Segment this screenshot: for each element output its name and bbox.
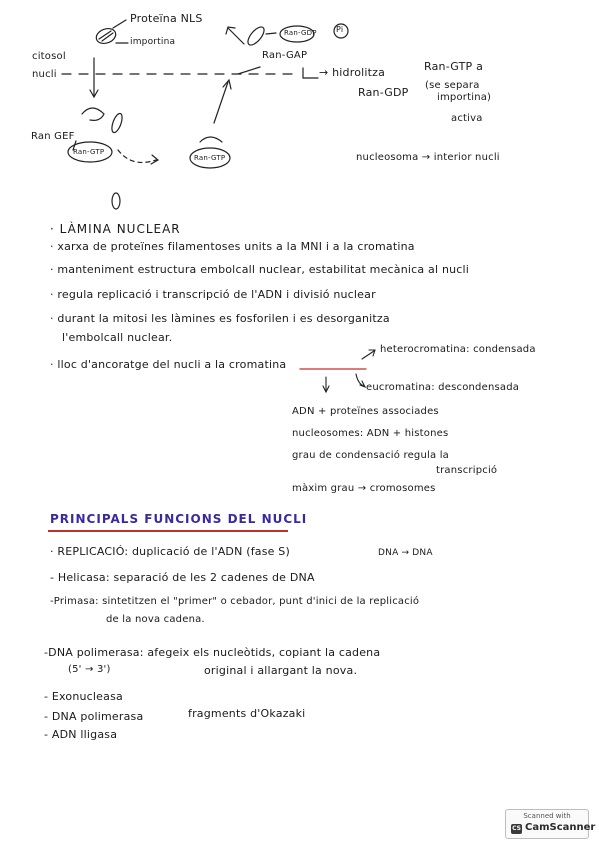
- dna-polimerasa-direction: (5' → 3'): [68, 664, 111, 675]
- camscanner-name: CamScanner: [525, 822, 596, 833]
- funcions-heading: PRINCIPALS FUNCIONS DEL NUCLI: [50, 512, 308, 526]
- pi-label: Pi: [336, 25, 344, 34]
- scanned-with-text: Scanned with: [523, 812, 571, 820]
- replicacio-line: · REPLICACIÓ: duplicació de l'ADN (fase S): [50, 545, 290, 558]
- nucli-label: nucli: [32, 69, 57, 80]
- importina-label: importina: [130, 37, 176, 47]
- chromatin-line-3a: grau de condensació regula la: [292, 450, 450, 461]
- chromatin-line-1: ADN + proteïnes associades: [292, 406, 439, 417]
- nucleosoma-label: nucleosoma → interior nucli: [356, 152, 500, 163]
- ran-gef-label: Ran GEF: [31, 131, 75, 142]
- lamina-bullet-4b: l'embolcall nuclear.: [62, 331, 173, 344]
- helicasa-line: - Helicasa: separació de les 2 cadenes de DNA: [50, 571, 315, 584]
- chromatin-line-2: nucleosomes: ADN + histones: [292, 428, 449, 439]
- chromatin-line-4: màxim grau → cromosomes: [292, 483, 436, 494]
- ran-gap-label: Ran-GAP: [262, 50, 308, 61]
- dna-arrow-label: DNA → DNA: [378, 548, 433, 558]
- hidrolitza-label: → hidrolitza: [319, 66, 386, 79]
- ran-gdp-label: Ran-GDP: [358, 86, 409, 99]
- okazaki-fragments-label: fragments d'Okazaki: [188, 707, 306, 720]
- camscanner-logo-icon: CS: [512, 825, 521, 832]
- heterocromatina-label: heterocromatina: condensada: [380, 344, 536, 355]
- chromatin-line-3b: transcripció: [436, 465, 498, 476]
- exonucleasa-line: - Exonucleasa: [44, 690, 123, 703]
- lamina-bullet-1: · xarxa de proteïnes filamentoses units a la MNI i a la cromatina: [50, 240, 415, 253]
- lamina-bullet-4a: · durant la mitosi les làmines es fosforilen i es desorganitza: [50, 312, 390, 325]
- chromatin-arrows: [0, 0, 599, 400]
- lamina-bullet-5: · lloc d'ancoratge del nucli a la cromatina: [50, 358, 287, 371]
- primasa-line-b: de la nova cadena.: [106, 614, 205, 625]
- camscanner-badge: [505, 809, 596, 839]
- adn-lligasa-line: - ADN lligasa: [44, 728, 118, 741]
- importina2-label: importina): [437, 92, 492, 103]
- heading-underline: [48, 530, 288, 532]
- dna-polimerasa-line-a: -DNA polimerasa: afegeix els nucleòtids, copiant la cadena: [44, 646, 381, 659]
- lamina-bullet-3: · regula replicació i transcripció de l'ADN i divisió nuclear: [50, 288, 376, 301]
- dna-polimerasa-line-b: original i allargant la nova.: [204, 664, 358, 677]
- ran-gtp-bubble-2-label: Ran-GTP: [194, 154, 226, 162]
- se-separa-label: (se separa: [425, 80, 480, 91]
- eucromatina-label: eucromatina: descondensada: [366, 382, 520, 393]
- lamina-bullet-2: · manteniment estructura embolcall nuclear, estabilitat mecànica al nucli: [50, 263, 470, 276]
- ran-gtp-bubble-1-label: Ran-GTP: [73, 148, 105, 156]
- ran-gtp-a-label: Ran-GTP a: [424, 60, 484, 73]
- activa-label: activa: [451, 113, 483, 124]
- ran-gdp-bubble-label: Ran-GDP: [284, 29, 317, 37]
- citosol-label: citosol: [32, 51, 66, 62]
- protein-nls-label: Proteïna NLS: [130, 12, 203, 25]
- lamina-title: · LÀMINA NUCLEAR: [50, 222, 181, 236]
- dna-polimerasa-2-line: - DNA polimerasa: [44, 710, 144, 723]
- primasa-line-a: -Primasa: sintetitzen el "primer" o cebador, punt d'inici de la replicació: [50, 596, 420, 607]
